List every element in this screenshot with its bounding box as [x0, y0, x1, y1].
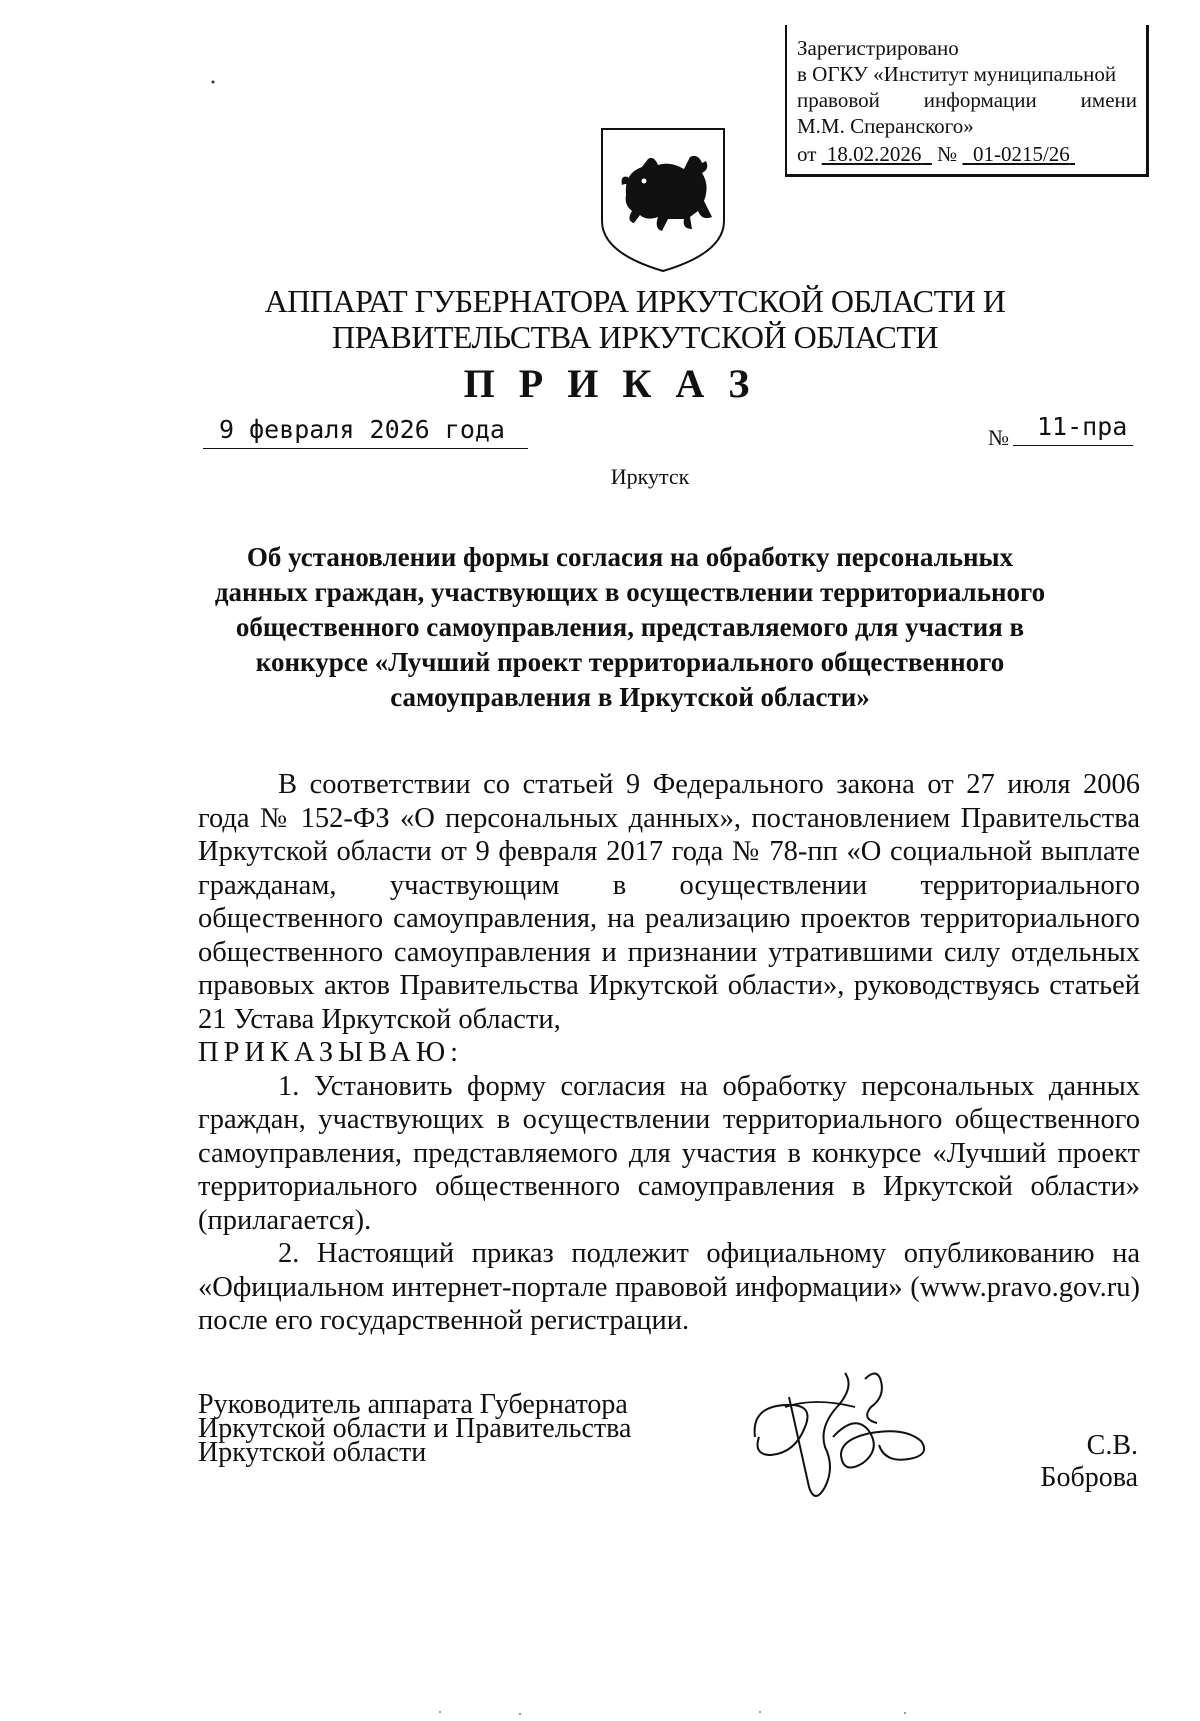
signatory-position: [198, 1389, 632, 1468]
issue-city: Иркутск: [610, 464, 690, 489]
position-line-3: Иркутской области: [198, 1437, 427, 1468]
order-item-1: 1. Установить форму согласия на обработку персональных данных граждан, участвующих в осуществлении территориального общественного самоуправления, представляемого для участия в конкурсе «Лучший проект территориального общественного самоуправления в Иркутской области» (прилагается).: [198, 1070, 1140, 1236]
preamble-paragraph: В соответствии со статьей 9 Федерального закона от 27 июля 2006 года № 152-ФЗ «О персональных данных», постановлением Правительства Иркутской области от 9 февраля 2017 года № 78-пп «О социальной выплате гражданам, участвующим в осуществлении территориального общественного самоуправления, на реализацию проектов территориального общественного самоуправления и признании утратившими силу отдельных правовых актов Правительства Иркутской области», руководствуясь статьей 21 Устава Иркутской области,: [198, 769, 1140, 1035]
stamp-date-value: 18.02.2026: [826, 142, 922, 166]
stamp-date-prefix: от: [797, 142, 817, 166]
stamp-word: информации: [923, 88, 1037, 112]
stamp-word: имени: [1080, 88, 1137, 112]
order-word: ПРИКАЗЫВАЮ:: [198, 1037, 464, 1068]
stamp-number-value: 01-0215/26: [972, 142, 1070, 166]
document-type: П Р И К А З: [463, 361, 757, 406]
position-line-2: Иркутской области и Правительства: [198, 1413, 632, 1444]
stamp-line-4: М.М. Сперанского»: [797, 114, 974, 138]
order-item-2: 2. Настоящий приказ подлежит официальному опубликованию на «Официальном интернет-портале правовой информации» (www.pravo.gov.ru) после его государственной регистрации.: [198, 1238, 1140, 1336]
stamp-line-1: Зарегистрировано: [797, 36, 959, 60]
order-date: 9 февраля 2026 года: [203, 415, 528, 449]
handwritten-signature: [745, 1367, 935, 1507]
stamp-line-3: [797, 89, 1137, 111]
order-body: [198, 768, 1140, 1338]
stamp-number: [962, 142, 1075, 166]
position-line-1: Руководитель аппарата Губернатора: [198, 1389, 628, 1420]
stamp-date: [822, 142, 932, 166]
order-number-label: №: [988, 425, 1009, 450]
stamp-line-2: в ОГКУ «Институт муниципальной: [797, 62, 1117, 86]
stamp-registration-line: [797, 143, 1075, 165]
issuer-line-1: АППАРАТ ГУБЕРНАТОРА ИРКУТСКОЙ ОБЛАСТИ И: [264, 283, 1006, 319]
stamp-number-prefix: №: [937, 142, 958, 166]
order-number: 11-пра: [1013, 412, 1133, 446]
signatory-name: С.В. Боброва: [1040, 1430, 1138, 1493]
stamp-word: правовой: [797, 88, 880, 112]
registration-stamp: [785, 25, 1149, 177]
order-subject: Об установлении формы согласия на обработку персональных данных граждан, участвующих в осуществлении территориального общественного самоуправления, представляемого для участия в конкурсе «Лучший проект территориального общественного самоуправления в Иркутской области»: [214, 542, 1046, 712]
irkutsk-coat-of-arms-icon: [598, 125, 728, 275]
issuer-line-2: ПРАВИТЕЛЬСТВА ИРКУТСКОЙ ОБЛАСТИ: [332, 319, 938, 355]
